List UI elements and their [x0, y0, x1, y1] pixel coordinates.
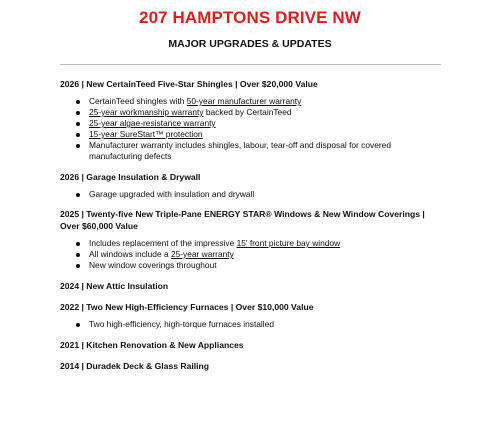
horizontal-divider: [60, 64, 441, 65]
bullet-item: [60, 107, 440, 118]
section-heading: 2021 | Kitchen Renovation & New Appliances: [60, 340, 244, 350]
bullet-text: Manufacturer warranty includes shingles, labour, tear-off and disposal for covered manufacturing defects: [89, 140, 391, 161]
bullet-text: Two high-efficiency, high-torque furnaces installed: [89, 319, 274, 329]
bullet-text: Includes replacement of the impressive: [89, 238, 237, 248]
bullet-list: [60, 238, 440, 271]
bullet-dot-icon: [76, 323, 80, 327]
upgrades-list: [60, 78, 440, 372]
bullet-dot-icon: [76, 122, 80, 126]
bullet-text: Garage upgraded with insulation and drywall: [89, 189, 255, 199]
upgrade-section-garage: [60, 171, 440, 200]
underlined-text: 15-year SureStart™ protection: [89, 129, 203, 139]
underlined-text: 25-year warranty: [170, 249, 234, 259]
upgrade-section-windows: [60, 208, 440, 271]
bullet-item: [60, 140, 440, 162]
underlined-text: 25-year algae-resistance warranty: [89, 118, 216, 128]
bullet-item: [60, 129, 440, 140]
upgrade-section-deck: [60, 360, 440, 372]
section-heading: 2026 | New CertainTeed Five-Star Shingles | Over $20,000 Value: [60, 79, 318, 89]
bullet-list: [60, 96, 440, 162]
bullet-dot-icon: [76, 193, 80, 197]
section-heading: 2026 | Garage Insulation & Drywall: [60, 172, 201, 182]
bullet-text: All windows include a: [89, 249, 171, 259]
bullet-item: [60, 260, 440, 271]
bullet-text: CertainTeed shingles with: [89, 96, 187, 106]
bullet-dot-icon: [76, 144, 80, 148]
upgrade-section-shingles: [60, 78, 440, 162]
bullet-text: New window coverings throughout: [89, 260, 217, 270]
document-subtitle: MAJOR UPGRADES & UPDATES: [168, 38, 332, 50]
section-heading: 2025 | Twenty-five New Triple-Pane ENERGY STAR® Windows & New Window Coverings | Over $60,000 Value: [60, 209, 425, 231]
bullet-item: [60, 118, 440, 129]
bullet-dot-icon: [76, 133, 80, 137]
bullet-item: [60, 96, 440, 107]
underlined-text: 50-year manufacturer warranty: [186, 96, 302, 106]
section-heading: 2022 | Two New High-Efficiency Furnaces | Over $10,000 Value: [60, 302, 314, 312]
bullet-item: [60, 189, 440, 200]
bullet-dot-icon: [76, 253, 80, 257]
section-heading: 2014 | Duradek Deck & Glass Railing: [60, 361, 210, 371]
bullet-item: [60, 249, 440, 260]
bullet-dot-icon: [76, 242, 80, 246]
bullet-list: [60, 189, 440, 200]
bullet-list: [60, 319, 440, 330]
document-title: 207 HAMPTONS DRIVE NW: [139, 8, 361, 27]
underlined-text: 25-year workmanship warranty: [89, 107, 204, 117]
bullet-dot-icon: [76, 100, 80, 104]
upgrade-section-kitchen: [60, 339, 440, 351]
section-heading: 2024 | New Attic Insulation: [60, 281, 169, 291]
bullet-item: [60, 238, 440, 249]
bullet-item: [60, 319, 440, 330]
upgrade-section-attic: [60, 280, 440, 292]
bullet-dot-icon: [76, 264, 80, 268]
bullet-text: backed by CertainTeed: [203, 107, 292, 117]
bullet-dot-icon: [76, 111, 80, 115]
underlined-text: 15' front picture bay window: [236, 238, 341, 248]
upgrade-section-furnaces: [60, 301, 440, 330]
